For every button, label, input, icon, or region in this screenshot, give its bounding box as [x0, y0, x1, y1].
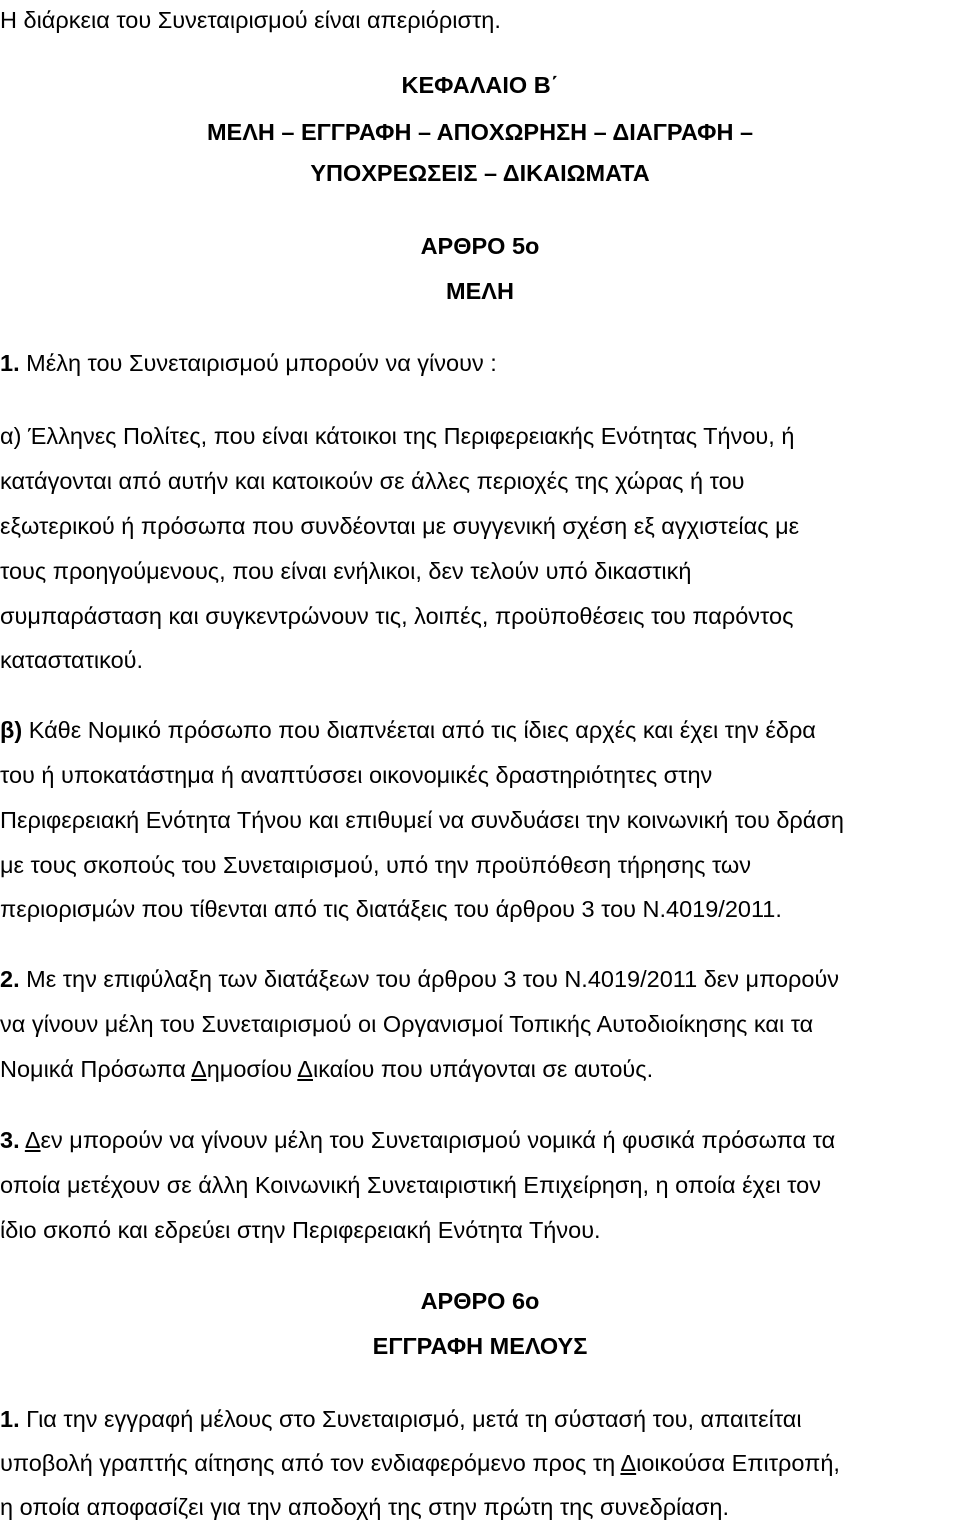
paragraph-line: με τους σκοπούς του Συνεταιρισμού, υπό την προϋπόθεση τήρησης των: [0, 852, 752, 878]
underlined-letter: Δ: [24, 1127, 41, 1153]
paragraph-number: 3.: [0, 1127, 20, 1153]
paragraph-line: τους προηγούμενους, που είναι ενήλικοι, δεν τελούν υπό δικαστική: [0, 558, 692, 584]
paragraph-line: οποία μετέχουν σε άλλη Κοινωνική Συνεταιριστική Επιχείρηση, η οποία έχει τον: [0, 1172, 821, 1198]
article-6-title: ΕΓΓΡΑΦΗ ΜΕΛΟΥΣ: [372, 1333, 588, 1359]
underlined-letter: Δ: [297, 1056, 313, 1082]
paragraph-line: [0, 1405, 802, 1433]
paragraph-line: [0, 1126, 835, 1154]
paragraph-text: Για την εγγραφή μέλους στο Συνεταιρισμό, μετά τη σύστασή του, απαιτείται: [19, 1406, 802, 1432]
paragraph-text: Κάθε Νομικό πρόσωπο που διαπνέεται από τις ίδιες αρχές και έχει την έδρα: [22, 717, 816, 743]
article-5-title: ΜΕΛΗ: [446, 278, 514, 304]
paragraph-text: Με την επιφύλαξη των διατάξεων του άρθρου 3 του Ν.4019/2011 δεν μπορούν: [19, 966, 840, 992]
paragraph-line: συμπαράσταση και συγκεντρώνουν τις, λοιπές, προϋποθέσεις του παρόντος: [0, 603, 794, 629]
paragraph-line: να γίνουν μέλη του Συνεταιρισμού οι Οργανισμοί Τοπικής Αυτοδιοίκησης και τα: [0, 1011, 814, 1037]
article-5-paragraph-1: [0, 349, 497, 377]
paragraph-line: [0, 716, 816, 744]
paragraph-line: α) Έλληνες Πολίτες, που είναι κάτοικοι της Περιφερειακής Ενότητας Τήνου, ή: [0, 423, 795, 449]
article-5-number: ΑΡΘΡΟ 5ο: [420, 233, 540, 259]
paragraph-label: β): [0, 717, 23, 743]
chapter-title: ΚΕΦΑΛΑΙΟ Β΄: [401, 72, 559, 98]
paragraph-line: η οποία αποφασίζει για την αποδοχή της στην πρώτη της συνεδρίαση.: [0, 1494, 729, 1520]
paragraph-number: 1.: [0, 350, 20, 376]
intro-text: Η διάρκεια του Συνεταιρισμού είναι απεριόριστη.: [0, 7, 501, 33]
paragraph-line: καταστατικού.: [0, 647, 144, 673]
paragraph-number: 2.: [0, 966, 20, 992]
underlined-letter: Δ: [191, 1056, 207, 1082]
paragraph-line: [0, 1055, 653, 1083]
chapter-subtitle-2: ΥΠΟΧΡΕΩΣΕΙΣ – ΔΙΚΑΙΩΜΑΤΑ: [310, 160, 650, 186]
text-segment: Νομικά Πρόσωπα: [0, 1056, 192, 1082]
text-segment: υποβολή γραπτής αίτησης από τον ενδιαφερόμενο προς τη: [0, 1450, 621, 1476]
paragraph-line: περιορισμών που τίθενται από τις διατάξεις του άρθρου 3 του Ν.4019/2011.: [0, 896, 782, 922]
underlined-letter: Δ: [620, 1450, 637, 1476]
chapter-subtitle-1: ΜΕΛΗ – ΕΓΓΡΑΦΗ – ΑΠΟΧΩΡΗΣΗ – ΔΙΑΓΡΑΦΗ –: [206, 119, 754, 145]
paragraph-text: εν μπορούν να γίνουν μέλη του Συνεταιρισμού νομικά ή φυσικά πρόσωπα τα: [40, 1127, 836, 1153]
paragraph-line: Περιφερειακή Ενότητα Τήνου και επιθυμεί να συνδυάσει την κοινωνική του δράση: [0, 807, 844, 833]
text-segment: ημοσίου: [206, 1056, 298, 1082]
paragraph-line: κατάγονται από αυτήν και κατοικούν σε άλλες περιοχές της χώρας ή του: [0, 468, 745, 494]
paragraph-line: εξωτερικού ή πρόσωπα που συνδέονται με συγγενική σχέση εξ αγχιστείας με: [0, 513, 800, 539]
paragraph-line: ίδιο σκοπό και εδρεύει στην Περιφερειακή Ενότητα Τήνου.: [0, 1217, 601, 1243]
paragraph-text: Μέλη του Συνεταιρισμού μπορούν να γίνουν :: [19, 350, 497, 376]
paragraph-line: του ή υποκατάστημα ή αναπτύσσει οικονομικές δραστηριότητες στην: [0, 762, 713, 788]
text-segment: ικαίου που υπάγονται σε αυτούς.: [312, 1056, 654, 1082]
article-6-number: ΑΡΘΡΟ 6ο: [420, 1288, 540, 1314]
paragraph-number: 1.: [0, 1406, 20, 1432]
paragraph-line: [0, 965, 839, 993]
text-segment: ιοικούσα Επιτροπή,: [636, 1450, 840, 1476]
paragraph-line: [0, 1449, 840, 1477]
